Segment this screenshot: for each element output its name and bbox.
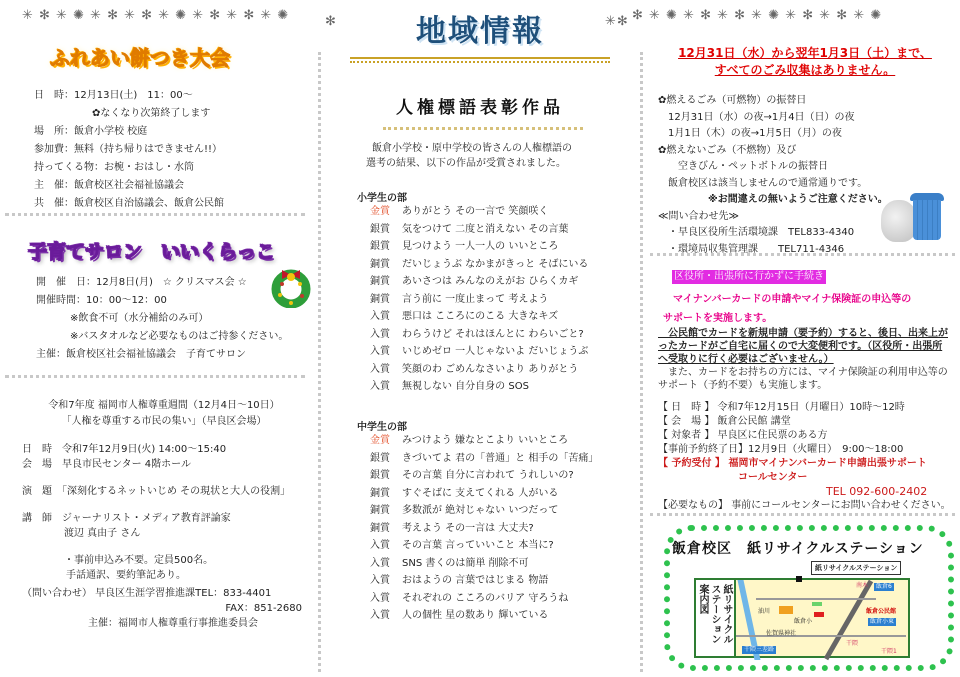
award-row: 入賞 わらうけど それはほんとに わらいごと? [370,328,584,340]
award-row: 銅賞 あいさつは みんなのえがお ひらくカギ [370,276,579,287]
junior-high-award-list [370,432,598,625]
column-divider [640,52,643,672]
award-row: 銀賞 見つけよう 一人一人の いいところ [370,241,559,252]
snowflake-icon: ✻ [325,14,337,29]
snowflake-icon: ✳✻ [605,14,629,29]
elementary-section-title: 小学生の部 [357,193,407,204]
award-row: 銅賞 多数派が 絶対じゃない いつだって [370,505,559,516]
map-legend: 紙リサイクルステーション案内図 [696,580,736,656]
award-row: 銀賞 気をつけて 二度と消えない その言葉 [370,223,569,235]
page-title: 地域情報 [416,14,544,49]
garbage-holiday-notice: 12月31日（水）から翌年1月3日（土）まで、 すべてのごみ収集はありません。 [678,46,932,77]
award-row: 銅賞 言う前に 一度止まって 考えよう [370,293,549,305]
slogan-title-divider [383,127,583,130]
mochi-event-title: ふれあい餅つき大会 [50,46,230,70]
section-divider [5,213,305,216]
salon-event-details: 開 催 日：12月8日(月) ☆ クリスマス会 ☆ 開催時間：10：00～12：00 ※飲食不可（水分補給のみ可） ※バスタオルなど必要なものはご持参ください。 主催：飯倉校区社会福祉協議会 子育てサロン [36,277,289,360]
salon-event-title: 子育てサロン いいくらっこ [28,241,276,263]
call-center-phone: TEL 092-600-2402 [826,485,928,498]
award-row: 金賞 ありがとう その一言で 笑顔咲く [370,206,549,217]
title-underline [350,57,610,63]
human-rights-contact: （問い合わせ） 早良区生涯学習推進課TEL：833-4401 FAX：851-2680 主催：福岡市人権尊重行事推進委員会 [22,588,302,629]
christmas-wreath-icon [268,262,314,308]
award-row: 銀賞 きづいてよ 君の「普通」と 相手の「苦痛」 [370,452,599,464]
garbage-schedule: ✿燃えるごみ（可燃物）の振替日 12月31日（水）の夜→1月4日（日）の夜 1月1日（木）の夜→1月5日（月）の夜 ✿燃えないごみ（不燃物）及び 空きびん・ペットボトルの振替日 飯倉校区は該当しませんので通常通りです。 ※お間違えの無いようご注意ください。 ≪問い合わせ先≫ ・早良区役所生活環境課 TEL833-4340 ・環境局収集管理課 TEL711-4346 [658,95,888,255]
award-row: 銅賞 すぐそばに 支えてくれる 人がいる [370,487,559,499]
snowflake-border-left: ✳ ✻ ✳ ✺ ✳ ✻ ✳ ✻ ✳ ✺ ✳ ✻ ✳ ✻ ✳ ✺ [22,8,290,23]
procedure-tag: 区役所・出張所に行かずに手続き [674,271,824,282]
award-row: 銅賞 考えよう その一言は 大丈夫? [370,522,534,534]
award-row: 入賞 いじめゼロ 一人じゃないよ だいじょうぶ [370,346,589,357]
snowflake-border-right: ✻ ✳ ✺ ✳ ✻ ✳ ✻ ✳ ✺ ✳ ✻ ✳ ✻ ✳ ✺ [632,8,883,23]
slogan-title: 人権標語表彰作品 [396,98,564,118]
recycle-title: 飯倉校区 紙リサイクルステーション [672,541,924,557]
mynumber-schedule: 【 日 時 】 令和7年12月15日（月曜日）10時～12時 【 会 場 】 飯倉公民館 講堂 【 対象者 】 早良区に住民票のある方 【事前予約終了日】12月9日（火曜日） 9:00～18:00 【 予約受付 】 福岡市マイナンバーカード申請出張サポート コールセンター TEL 092-600-2402 【必要なもの】 事前にコールセンターにお問い合わせください。 [658,402,951,511]
award-row: 入賞 おはようの 言葉ではじまる 物語 [370,575,549,586]
trash-can-icon [912,193,942,240]
award-row: 入賞 人の個性 星の数あり 輝いている [370,610,549,621]
mochi-event-details: 日 時：12月13日(土) 11：00～ ✿なくなり次第終了します 場 所：飯倉小学校 校庭 参加費：無料（持ち帰りはできません!!） 持ってくる物：お椀・おはし・水筒 主 催：飯倉校区社会福祉協議会 共 催：飯倉校区自治協議会、飯倉公民館 [34,90,224,209]
award-row: 入賞 その言葉 言っていいこと 本当に? [370,540,554,551]
elementary-award-list [370,203,588,396]
award-row: 銀賞 その言葉 自分に言われて うれしいの? [370,470,574,481]
station-marker [796,576,802,582]
column-divider [318,52,321,672]
award-row: 入賞 笑顔のわ ごめんなさいより ありがとう [370,363,579,375]
road [824,580,873,660]
section-divider [5,375,305,378]
award-row: 金賞 みつけよう 嫌なとこより いいところ [370,435,569,446]
map-callout: 紙リサイクルステーション [811,561,901,575]
mynumber-description: 公民館でカードを新規申請（要予約）すると、後日、出来上がったカードがご自宅に届くので大変便利です。（区役所・出張所へ受取りに行く必要はございません。） また、カードをお持ちの方には、マイナ保険証の利用申込等のサポート（予約不要）も実施します。 [658,328,948,391]
award-row: 入賞 悪口は こころにのこる 大きなキズ [370,311,559,322]
award-row: 入賞 無視しない 自分自身の SOS [370,381,529,392]
junior-high-section-title: 中学生の部 [357,422,407,433]
section-divider [650,513,955,516]
award-row: 銅賞 だいじょうぶ なかまがきっと そばにいる [370,258,589,270]
recycle-station-map: 紙リサイクルステーション案内図 油川 飯倉小 飯倉公民館 佐賀県神社 飯倉6 飯倉小東 干隈三差路 南木 干隈 干隈1 [694,578,910,658]
award-row: 入賞 それぞれの こころのバリア 守ろうね [370,592,569,604]
human-rights-event-details: 日 時 令和7年12月9日(火) 14:00～15:40 会 場 早良市民センター 4階ホール 演 題 「深刻化するネットいじめ その現状と大人の役割」 講 師 ジャーナリスト・メディア教育評論家 渡辺 真由子 さん ・事前申込み不要。定員500名。 手話通訳、要約筆記あり。 [22,444,291,581]
slogan-intro: 飯倉小学校・原中学校の皆さんの人権標語の 選考の結果、以下の作品が受賞されました。 [366,143,572,169]
award-row: 入賞 SNS 書くのは簡単 削除不可 [370,557,529,569]
